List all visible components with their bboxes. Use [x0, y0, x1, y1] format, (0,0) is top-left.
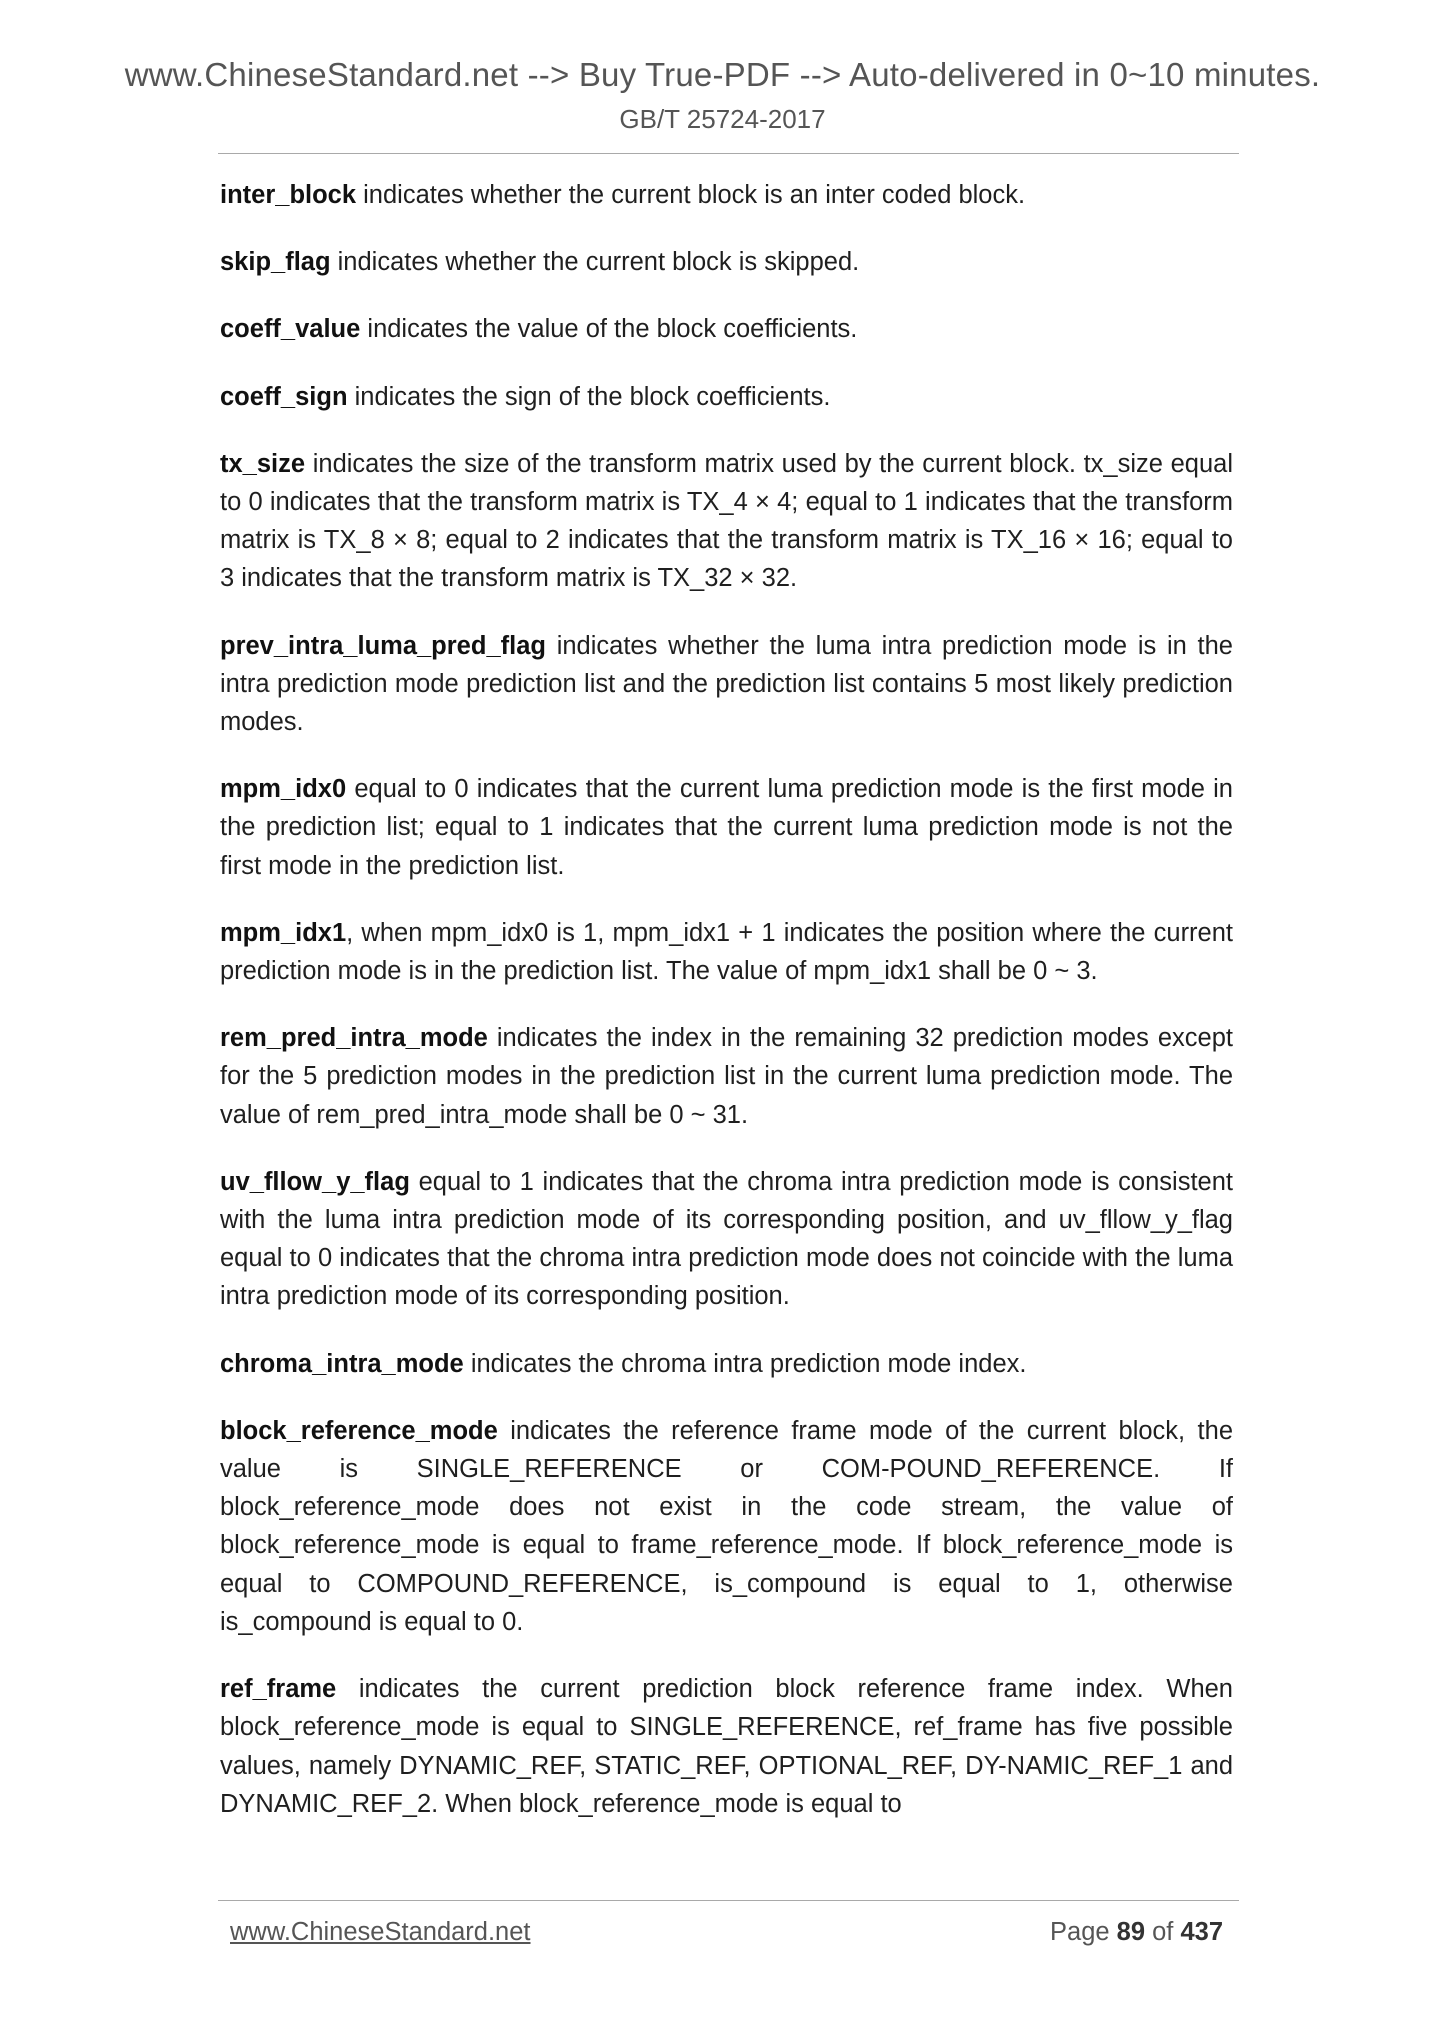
page-of-label: of [1145, 1918, 1181, 1946]
definition-uv-fllow-y-flag [220, 1163, 1233, 1316]
definition-coeff-value [220, 310, 1233, 348]
definition-text: indicates the size of the transform matrix used by the current block. tx_size equal to 0 indicates that the transform matrix is TX_4 × 4; equal to 1 indicates that the transform matrix is TX_8 × 8; equal to 2 indicates that the transform matrix is TX_16 × 16; equal to 3 indicates that the transform matrix is TX_32 × 32. [220, 449, 1233, 593]
definition-chroma-intra-mode [220, 1345, 1233, 1383]
document-body [220, 176, 1233, 1852]
definition-text: indicates the value of the block coefficients. [360, 315, 858, 344]
header-divider [218, 153, 1239, 154]
definition-prev-intra-luma-pred-flag [220, 627, 1233, 742]
footer-site-link[interactable]: www.ChineseStandard.net [230, 1918, 531, 1946]
definition-mpm-idx1 [220, 914, 1233, 990]
definition-skip-flag [220, 243, 1233, 281]
term: chroma_intra_mode [220, 1349, 464, 1378]
term: uv_fllow_y_flag [220, 1167, 410, 1196]
definition-text: indicates the sign of the block coefficients. [347, 382, 831, 411]
definition-text: equal to 1 indicates that the chroma intra prediction mode is consistent with the luma intra prediction mode of its corresponding position, and uv_fllow_y_flag equal to 0 indicates that the chroma intra prediction mode does not coincide with the luma intra prediction mode of its corresponding position. [220, 1167, 1233, 1311]
definition-text: indicates whether the luma intra prediction mode is in the intra prediction mode prediction list and the prediction list contains 5 most likely prediction modes. [220, 631, 1233, 737]
definition-inter-block [220, 176, 1233, 214]
standard-id: GB/T 25724-2017 [619, 104, 826, 134]
definition-text: equal to 0 indicates that the current luma prediction mode is the first mode in the prediction list; equal to 1 indicates that the current luma prediction mode is not the first mode in the prediction list. [220, 775, 1233, 880]
term: mpm_idx0 [220, 775, 347, 804]
definition-text: , when mpm_idx0 is 1, mpm_idx1 + 1 indicates the position where the current prediction mode is in the prediction list. The value of mpm_idx1 shall be 0 ~ 3. [220, 918, 1233, 986]
header-banner: www.ChineseStandard.net --> Buy True-PDF --> Auto-delivered in 0~10 minutes. [124, 56, 1321, 93]
definition-text: indicates the reference frame mode of the current block, the value is SINGLE_REFERENCE or COM-POUND_REFERENCE. If block_reference_mode does not exist in the code stream, the value of block_reference_mode is equal to frame_reference_mode. If block_reference_mode is equal to COMPOUND_REFERENCE, is_compound is equal to 1, otherwise is_compound is equal to 0. [220, 1416, 1233, 1636]
definition-mpm-idx0 [220, 770, 1233, 885]
definition-ref-frame [220, 1670, 1233, 1823]
term: coeff_value [220, 315, 361, 344]
term: prev_intra_luma_pred_flag [220, 631, 546, 660]
term: tx_size [220, 449, 306, 478]
definition-text: indicates the current prediction block reference frame index. When block_reference_mode is equal to SINGLE_REFERENCE, ref_frame has five possible values, namely DYNAMIC_REF, STATIC_REF, OPTIONAL_REF, DY-NAMIC_REF_1 and DYNAMIC_REF_2. When block_reference_mode is equal to [220, 1675, 1233, 1818]
definition-text: indicates the index in the remaining 32 prediction modes except for the 5 prediction modes in the prediction list in the current luma prediction mode. The value of rem_pred_intra_mode shall be 0 ~ 31. [220, 1024, 1233, 1129]
term: inter_block [220, 181, 357, 209]
definition-rem-pred-intra-mode [220, 1019, 1233, 1134]
definition-coeff-sign [220, 378, 1233, 416]
definition-text: indicates whether the current block is skipped. [330, 248, 860, 277]
page-label: Page [1050, 1918, 1117, 1946]
definition-block-reference-mode [220, 1412, 1233, 1641]
page-indicator [1050, 1918, 1223, 1947]
term: block_reference_mode [220, 1416, 498, 1445]
term: skip_flag [220, 248, 331, 277]
term: mpm_idx1 [220, 918, 347, 947]
term: ref_frame [220, 1675, 337, 1704]
term: rem_pred_intra_mode [220, 1024, 488, 1053]
page-total: 437 [1180, 1918, 1223, 1946]
page-number: 89 [1116, 1918, 1146, 1946]
definition-text: indicates whether the current block is an inter coded block. [356, 181, 1026, 209]
footer-divider [218, 1900, 1239, 1901]
definition-text: indicates the chroma intra prediction mode index. [463, 1349, 1027, 1378]
definition-tx-size [220, 445, 1233, 598]
term: coeff_sign [220, 382, 348, 411]
